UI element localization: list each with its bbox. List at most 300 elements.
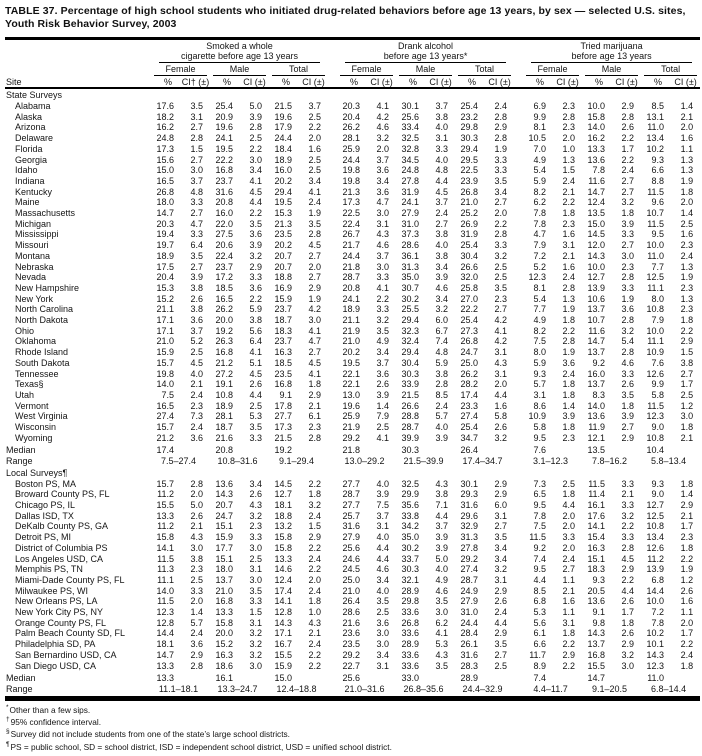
value-cell: 15.7	[156, 478, 174, 489]
value-cell: 7.7	[651, 261, 665, 272]
value-cell: 1.6	[680, 229, 694, 240]
value-cell: 2.8	[562, 111, 576, 122]
value-cell: 20.0	[215, 315, 233, 326]
value-cell: 28.7	[460, 574, 479, 585]
value-cell: 3.2	[249, 649, 262, 660]
value-cell: 1.1	[562, 574, 576, 585]
value-cell: 27.8	[460, 542, 479, 553]
value-cell: 13.5	[587, 208, 606, 219]
column-gap	[514, 165, 523, 176]
footnote-symbol: †	[6, 716, 10, 724]
range-value: 13.3–24.7	[210, 684, 269, 698]
value-cell: 5.7	[533, 379, 547, 390]
value-cell: 2.4	[435, 400, 449, 411]
value-cell: 4.4	[494, 389, 508, 400]
column-gap	[328, 304, 337, 315]
value-cell: 31.3	[401, 261, 420, 272]
value-cell: 23.2	[460, 111, 479, 122]
table-row	[5, 369, 700, 380]
value-cell: 1.5	[308, 521, 322, 532]
site-cell: New Hampshire	[15, 282, 80, 293]
column-gap	[328, 347, 337, 358]
value-cell: 9.9	[533, 111, 547, 122]
value-cell: 26.2	[460, 368, 479, 379]
value-cell: 4.4	[249, 389, 262, 400]
value-cell: 4.3	[249, 500, 262, 510]
value-cell: 29.4	[401, 315, 420, 326]
value-cell: 31.9	[460, 229, 479, 240]
value-cell: 2.2	[308, 542, 322, 553]
value-cell: 2.4	[494, 100, 508, 111]
column-gap	[328, 479, 337, 490]
value-cell: 2.4	[435, 208, 449, 219]
value-cell: 10.9	[528, 411, 547, 422]
value-cell: 12.0	[587, 240, 606, 251]
value-cell: 5.9	[533, 175, 547, 186]
value-cell: 25.7	[342, 510, 361, 521]
value-cell: 17.2	[215, 272, 233, 283]
value-cell: 21.0	[460, 197, 479, 208]
value-cell: 4.4	[435, 510, 449, 521]
value-cell: 19.6	[342, 400, 361, 411]
empty-cell	[553, 671, 582, 684]
value-cell: 30.3	[401, 368, 420, 379]
column-gap	[514, 294, 523, 305]
value-cell: 2.2	[562, 325, 576, 336]
value-cell: 12.3	[528, 272, 547, 283]
value-cell: 11.1	[647, 282, 665, 293]
value-cell: 3.8	[435, 368, 449, 379]
column-gap	[328, 336, 337, 347]
value-cell: 3.2	[621, 649, 635, 660]
value-cell: 2.7	[190, 154, 203, 165]
value-cell: 2.3	[680, 532, 694, 543]
value-cell: 35.0	[401, 272, 420, 283]
value-cell: 3.0	[376, 208, 390, 219]
range-value: 13.0–29.2	[344, 456, 385, 467]
column-gap	[328, 283, 337, 294]
table-row	[5, 521, 700, 532]
value-cell: 25.9	[342, 143, 361, 154]
value-cell: 9.8	[592, 617, 606, 628]
value-cell: 2.9	[621, 100, 635, 111]
value-cell: 2.0	[308, 133, 322, 144]
value-cell: 4.5	[435, 186, 449, 197]
table-row	[5, 229, 700, 240]
value-cell: 22.7	[342, 660, 361, 671]
value-cell: 11.0	[647, 122, 665, 133]
value-cell: 31.0	[460, 607, 479, 618]
value-cell: 2.8	[190, 660, 203, 671]
value-cell: 26.8	[156, 186, 174, 197]
column-gap	[514, 369, 523, 380]
value-cell: 1.3	[680, 293, 694, 304]
value-cell: 21.6	[342, 617, 361, 628]
value-cell: 1.9	[308, 293, 322, 304]
empty-cell	[426, 671, 455, 684]
value-cell: 3.5	[376, 325, 390, 336]
median-value: 19.2	[274, 445, 292, 456]
column-gap	[514, 122, 523, 133]
value-cell: 11.4	[588, 489, 606, 500]
site-cell: Delaware	[15, 133, 54, 144]
value-cell: 2.8	[308, 229, 322, 240]
value-cell: 1.4	[562, 400, 576, 411]
value-cell: 3.1	[190, 111, 203, 122]
value-cell: 20.9	[215, 111, 233, 122]
value-cell: 21.1	[342, 315, 361, 326]
value-cell: 15.1	[587, 553, 606, 564]
value-cell: 15.7	[156, 422, 174, 433]
value-cell: 1.9	[680, 175, 694, 186]
value-cell: 15.6	[156, 154, 174, 165]
value-cell: 1.1	[680, 607, 694, 618]
value-cell: 7.5	[533, 336, 547, 347]
column-gap	[328, 443, 337, 456]
percent-header: %	[396, 76, 426, 89]
value-cell: 2.9	[308, 532, 322, 543]
value-cell: 4.7	[533, 229, 547, 240]
value-cell: 3.0	[680, 411, 694, 422]
value-cell: 3.2	[494, 564, 508, 575]
value-cell: 20.4	[342, 111, 361, 122]
value-cell: 10.0	[646, 240, 665, 251]
value-cell: 1.8	[680, 186, 694, 197]
value-cell: 1.5	[190, 143, 203, 154]
value-cell: 27.9	[401, 208, 420, 219]
value-cell: 30.3	[401, 564, 420, 575]
value-cell: 10.9	[646, 347, 665, 358]
value-cell: 28.9	[401, 585, 420, 596]
value-cell: 19.4	[156, 229, 174, 240]
empty-cell	[367, 443, 396, 456]
value-cell: 19.1	[215, 379, 233, 390]
value-cell: 3.8	[249, 315, 262, 326]
subgroup-header-male: Male	[396, 63, 455, 76]
value-cell: 2.2	[308, 660, 322, 671]
value-cell: 18.8	[274, 272, 292, 283]
column-gap	[514, 240, 523, 251]
value-cell: 15.3	[156, 282, 174, 293]
empty-cell	[426, 443, 455, 456]
column-gap	[514, 262, 523, 273]
value-cell: 20.6	[215, 240, 233, 251]
column-gap	[328, 101, 337, 112]
value-cell: 3.7	[190, 175, 203, 186]
value-cell: 3.3	[621, 229, 635, 240]
value-cell: 16.2	[587, 133, 606, 144]
median-label: Median	[6, 673, 36, 684]
value-cell: 3.3	[621, 368, 635, 379]
column-gap	[328, 251, 337, 262]
value-cell: 2.2	[494, 218, 508, 229]
table-row	[5, 500, 700, 511]
site-cell: Rhode Island	[15, 347, 69, 358]
column-gap	[328, 240, 337, 251]
footnote-text: 95% confidence interval.	[10, 716, 102, 727]
value-cell: 8.5	[435, 389, 449, 400]
value-cell: 2.8	[308, 432, 322, 443]
column-gap	[328, 521, 337, 532]
value-cell: 3.2	[435, 304, 449, 315]
value-cell: 7.8	[533, 218, 547, 229]
value-cell: 21.9	[342, 422, 361, 433]
value-cell: 10.5	[528, 133, 547, 144]
ci-header: CI (±)	[240, 76, 269, 89]
value-cell: 15.8	[156, 532, 174, 543]
value-cell: 3.3	[190, 585, 203, 596]
value-cell: 11.6	[588, 175, 606, 186]
value-cell: 14.3	[646, 649, 665, 660]
range-value: 24.4–32.9	[455, 684, 514, 698]
value-cell: 5.0	[190, 500, 203, 510]
site-cell: Michigan	[15, 218, 52, 229]
value-cell: 3.2	[376, 315, 390, 326]
value-cell: 25.0	[460, 357, 479, 368]
value-cell: 34.2	[401, 521, 420, 532]
value-cell: 2.8	[621, 111, 635, 122]
footnote-symbol: *	[6, 703, 9, 711]
value-cell: 16.0	[587, 368, 606, 379]
column-gap	[514, 511, 523, 522]
section-header-row	[5, 88, 700, 101]
value-cell: 2.4	[190, 389, 203, 400]
value-cell: 2.9	[494, 122, 508, 133]
value-cell: 18.9	[156, 250, 174, 261]
value-cell: 2.7	[190, 208, 203, 219]
site-cell: Wyoming	[15, 432, 53, 443]
site-cell: West Virginia	[15, 411, 68, 422]
median-value: 25.6	[342, 673, 361, 684]
value-cell: 4.1	[376, 282, 390, 293]
site-cell: Idaho	[15, 165, 38, 176]
value-cell: 10.0	[587, 100, 606, 111]
value-cell: 28.6	[342, 607, 361, 618]
value-cell: 14.6	[274, 564, 292, 575]
value-cell: 18.5	[274, 357, 292, 368]
value-cell: 8.2	[533, 325, 547, 336]
site-cell: Tennessee	[15, 368, 59, 379]
value-cell: 17.1	[156, 315, 174, 326]
column-gap	[514, 63, 523, 76]
column-gap	[514, 543, 523, 554]
value-cell: 3.4	[376, 649, 390, 660]
value-cell: 27.8	[401, 175, 420, 186]
site-cell: Kentucky	[15, 186, 53, 197]
value-cell: 2.9	[621, 639, 635, 650]
value-cell: 12.1	[587, 432, 606, 443]
value-cell: 1.4	[680, 100, 694, 111]
value-cell: 12.4	[587, 197, 606, 208]
value-cell: 3.8	[680, 357, 694, 368]
value-cell: 6.4	[190, 240, 203, 251]
value-cell: 10.0	[646, 325, 665, 336]
value-cell: 15.5	[156, 500, 174, 510]
value-cell: 18.1	[156, 639, 174, 650]
value-cell: 4.5	[249, 186, 262, 197]
value-cell: 14.4	[646, 585, 665, 596]
column-gap	[328, 500, 337, 511]
value-cell: 17.3	[156, 143, 174, 154]
value-cell: 27.9	[460, 596, 479, 607]
value-cell: 11.9	[588, 422, 606, 433]
value-cell: 18.6	[215, 660, 233, 671]
column-gap	[514, 133, 523, 144]
value-cell: 21.3	[274, 218, 292, 229]
value-cell: 25.9	[342, 411, 361, 422]
value-cell: 2.8	[494, 111, 508, 122]
value-cell: 27.4	[460, 411, 479, 422]
value-cell: 2.7	[562, 564, 576, 575]
value-cell: 3.2	[494, 432, 508, 443]
column-gap	[328, 489, 337, 500]
median-value: 13.5	[587, 445, 606, 456]
value-cell: 3.6	[249, 282, 262, 293]
value-cell: 1.7	[680, 628, 694, 639]
value-cell: 4.4	[621, 585, 635, 596]
value-cell: 30.1	[401, 100, 420, 111]
value-cell: 11.7	[529, 649, 547, 660]
value-cell: 2.2	[308, 478, 322, 489]
site-cell: Nebraska	[15, 261, 54, 272]
value-cell: 6.1	[308, 411, 322, 422]
value-cell: 3.8	[435, 250, 449, 261]
value-cell: 3.2	[249, 639, 262, 650]
value-cell: 15.0	[587, 218, 606, 229]
value-cell: 3.2	[249, 510, 262, 521]
column-gap	[514, 479, 523, 490]
group-label-line: Drank alcohol	[398, 40, 454, 51]
column-gap	[514, 456, 523, 467]
footnote-text: Other than a few sips.	[9, 704, 91, 715]
value-cell: 2.9	[308, 389, 322, 400]
column-gap	[328, 315, 337, 326]
value-cell: 15.9	[274, 660, 292, 671]
value-cell: 6.0	[435, 315, 449, 326]
value-cell: 1.7	[680, 521, 694, 532]
value-cell: 26.8	[460, 186, 479, 197]
value-cell: 12.3	[646, 411, 665, 422]
value-cell: 5.3	[435, 639, 449, 650]
value-cell: 30.3	[460, 133, 479, 144]
value-cell: 1.8	[621, 617, 635, 628]
value-cell: 34.7	[460, 432, 479, 443]
value-cell: 3.5	[376, 596, 390, 607]
empty-cell	[553, 443, 582, 456]
value-cell: 25.6	[342, 542, 361, 553]
column-gap	[514, 607, 523, 618]
value-cell: 30.4	[401, 357, 420, 368]
group-header-alcohol	[337, 38, 514, 63]
value-cell: 21.0	[342, 585, 361, 596]
column-gap	[328, 155, 337, 166]
value-cell: 2.4	[190, 628, 203, 639]
group-label-line: Smoked a whole	[206, 40, 273, 51]
value-cell: 7.5	[376, 500, 390, 510]
table-row	[5, 532, 700, 543]
value-cell: 3.4	[249, 165, 262, 176]
value-cell: 3.3	[435, 143, 449, 154]
value-cell: 3.4	[494, 553, 508, 564]
column-gap	[514, 326, 523, 337]
footnote-other-than-sips	[6, 703, 699, 715]
table-row	[5, 511, 700, 522]
value-cell: 9.5	[533, 564, 547, 575]
value-cell: 16.3	[274, 347, 292, 358]
column-gap	[328, 564, 337, 575]
median-value: 13.3	[156, 673, 174, 684]
table-row	[5, 262, 700, 273]
value-cell: 3.1	[494, 510, 508, 521]
value-cell: 23.7	[274, 336, 292, 347]
value-cell: 2.5	[376, 422, 390, 433]
value-cell: 3.8	[435, 111, 449, 122]
value-cell: 2.1	[621, 489, 635, 500]
value-cell: 25.4	[215, 100, 233, 111]
value-cell: 1.9	[308, 208, 322, 219]
value-cell: 15.8	[587, 111, 606, 122]
value-cell: 19.7	[156, 240, 174, 251]
value-cell: 7.5	[533, 521, 547, 532]
value-cell: 1.8	[562, 379, 576, 390]
column-gap	[328, 684, 337, 698]
group-header-marijuana	[523, 38, 700, 63]
value-cell: 27.2	[215, 368, 233, 379]
value-cell: 3.9	[435, 532, 449, 543]
value-cell: 9.0	[651, 489, 665, 500]
site-cell: Ohio	[15, 325, 35, 336]
site-cell: Wisconsin	[15, 422, 57, 433]
value-cell: 18.0	[215, 564, 233, 575]
site-cell: Broward County PS, FL	[15, 489, 110, 500]
value-cell: 16.9	[274, 282, 292, 293]
value-cell: 2.2	[308, 122, 322, 133]
value-cell: 3.0	[376, 639, 390, 650]
value-cell: 2.2	[621, 574, 635, 585]
value-cell: 29.3	[460, 489, 479, 500]
median-value: 33.0	[401, 673, 420, 684]
section-label: State Surveys	[6, 90, 63, 101]
value-cell: 13.3	[274, 553, 292, 564]
value-cell: 29.2	[342, 432, 361, 443]
value-cell: 11.5	[647, 186, 665, 197]
value-cell: 29.4	[401, 347, 420, 358]
value-cell: 3.7	[435, 197, 449, 208]
corner-cell	[5, 38, 151, 63]
value-cell: 8.1	[533, 282, 547, 293]
value-cell: 22.1	[342, 368, 361, 379]
value-cell: 3.5	[494, 532, 508, 543]
value-cell: 9.9	[651, 379, 665, 390]
value-cell: 26.8	[460, 336, 479, 347]
value-cell: 19.8	[342, 165, 361, 176]
value-cell: 14.0	[587, 122, 606, 133]
subgroup-header-male: Male	[582, 63, 641, 76]
ci-header: CI (±)	[553, 76, 582, 89]
value-cell: 32.3	[401, 325, 420, 336]
site-cell: Los Angeles USD, CA	[15, 553, 104, 564]
value-cell: 11.5	[157, 553, 174, 564]
table-row	[5, 336, 700, 347]
value-cell: 1.9	[562, 304, 576, 315]
value-cell: 3.0	[621, 250, 635, 261]
value-cell: 1.8	[562, 208, 576, 219]
value-cell: 25.6	[401, 111, 420, 122]
value-cell: 18.9	[215, 400, 233, 411]
value-cell: 2.2	[562, 660, 576, 671]
value-cell: 13.6	[215, 478, 233, 489]
value-cell: 1.9	[621, 293, 635, 304]
